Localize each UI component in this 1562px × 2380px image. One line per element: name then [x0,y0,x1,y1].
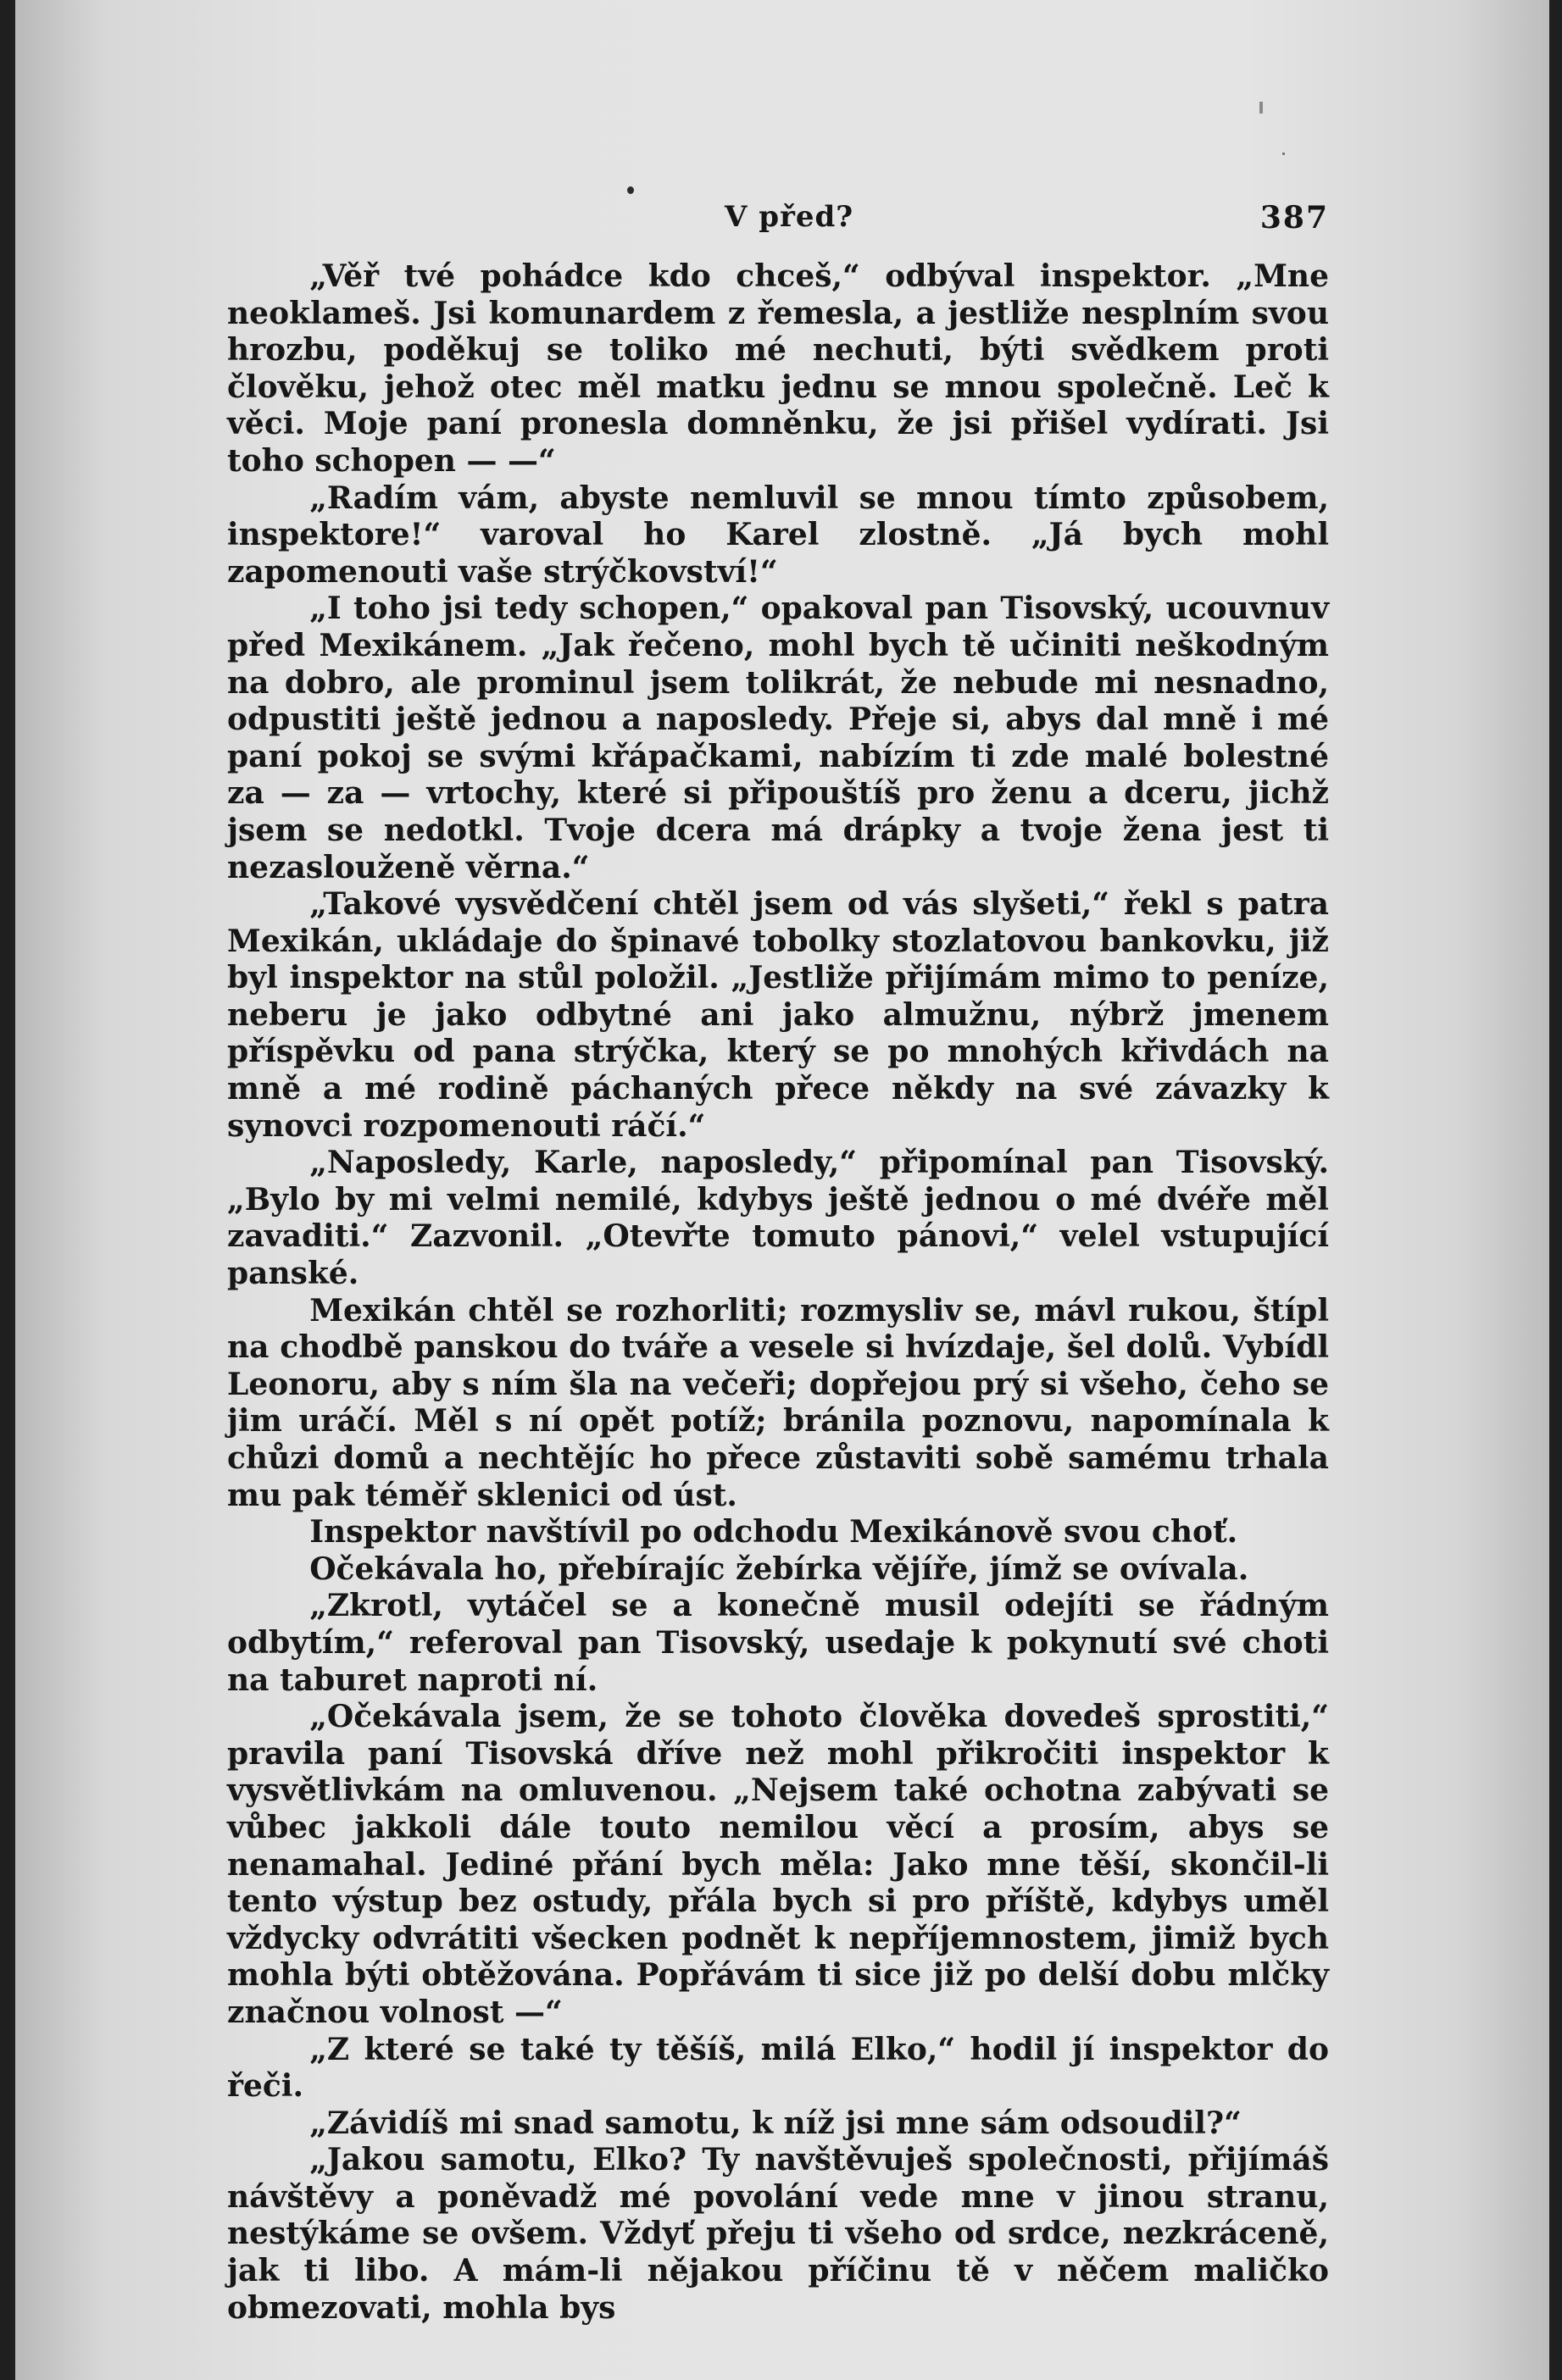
running-title: V před? [725,200,854,234]
paragraph: „Zkrotl, vytáčel se a konečně musil odejíti se řádným odbytím,“ referoval pan Tisovský, usedaje k pokynutí své choti na taburet naproti ní. [227,1588,1329,1698]
scan-speck [1259,102,1263,114]
paragraph: „Naposledy, Karle, naposledy,“ připomínal pan Tisovský. „Bylo by mi velmi nemilé, kdybys ještě jednou o mé dvéře měl zavaditi.“ Zazvonil. „Otevřte tomuto pánovi,“ velel vstupující panské. [227,1145,1329,1292]
paragraph: „Jakou samotu, Elko? Ty navštěvuješ společnosti, přijímáš návštěvy a poněvadž mé povolání vede mne v jinou stranu, nestýkáme se ovšem. Vždyť přeju ti všeho od srdce, nezkráceně, jak ti libo. A mám-li nějakou příčinu tě v něčem maličko obmezovati, mohla bys [227,2142,1329,2326]
paragraph: Mexikán chtěl se rozhorliti; rozmysliv se, mávl rukou, štípl na chodbě panskou do tváře a vesele si hvízdaje, šel dolů. Vybídl Leonoru, aby s ním šla na večeři; dopřejou prý si všeho, čeho se jim uráčí. Měl s ní opět potíž; bránila poznovu, napomínala k chůzi domů a nechtějíc ho přece zůstaviti sobě samému trhala mu pak téměř sklenici od úst. [227,1292,1329,1513]
paragraph: „Věř tvé pohádce kdo chceš,“ odbýval inspektor. „Mne neoklameš. Jsi komunardem z řemesla, a jestliže nesplním svou hrozbu, poděkuj se toliko mé nechuti, býti svědkem proti člověku, jehož otec měl matku jednu se mnou společně. Leč k věci. Moje paní pronesla domněnku, že jsi přišel vydírati. Jsi toho schopen — —“ [227,258,1329,479]
body-text [227,258,1329,2327]
paragraph: „Závidíš mi snad samotu, k níž jsi mne sám odsoudil?“ [309,2105,1242,2141]
paragraph: „Z které se také ty těšíš, milá Elko,“ hodil jí inspektor do řeči. [227,2031,1329,2105]
page-number: 387 [1259,200,1329,236]
paragraph: Očekávala ho, přebírajíc žebírka vějíře, jímž se ovívala. [309,1551,1249,1587]
paragraph: „Očekávala jsem, že se tohoto člověka dovedeš sprostiti,“ pravila paní Tisovská dříve než mohl přikročiti inspektor k vysvětlivkám na omluvenou. „Nejsem také ochotna zabývati se vůbec jakkoli dále touto nemilou věcí a prosím, abys se nenamahal. Jediné přání bych měla: Jako mne těší, skončil-li tento výstup bez ostudy, přála bych si pro příště, kdybys uměl vždycky odvrátiti všecken podnět k nepříjemnostem, jimiž bych mohla býti obtěžována. Popřávám ti sice již po delší dobu mlčky značnou volnost —“ [227,1699,1329,2030]
scan-speck [1282,153,1285,155]
paragraph: „Radím vám, abyste nemluvil se mnou tímto způsobem, inspektore!“ varoval ho Karel zlostně. „Já bych mohl zapomenouti vaše strýčkovství!“ [227,480,1329,590]
paragraph: „Takové vysvědčení chtěl jsem od vás slyšeti,“ řekl s patra Mexikán, ukládaje do špinavé tobolky stozlatovou bankovku, již byl inspektor na stůl položil. „Jestliže přijímám mimo to peníze, neberu je jako odbytné ani jako almužnu, nýbrž jmenem příspěvku od pana strýčka, který se po mnohých křivdách na mně a mé rodině páchaných přece někdy na své závazky k synovci rozpomenouti ráčí.“ [227,886,1329,1144]
paragraph: Inspektor navštívil po odchodu Mexikánově svou choť. [309,1514,1238,1551]
scan-speck [627,186,634,194]
running-header [227,200,1329,251]
paragraph: „I toho jsi tedy schopen,“ opakoval pan Tisovský, ucouvnuv před Mexikánem. „Jak řečeno, mohl bych tě učiniti neškodným na dobro, ale prominul jsem tolikrát, že nebude mi nesnadno, odpustiti ještě jednou a naposledy. Přeje si, abys dal mně i mé paní pokoj se svými křápačkami, nabízím ti zde malé bolestné za — za — vrtochy, které si připouštíš pro ženu a dceru, jichž jsem se nedotkl. Tvoje dcera má drápky a tvoje žena jest ti nezaslouženě věrna.“ [227,591,1329,885]
book-page [15,0,1549,2380]
